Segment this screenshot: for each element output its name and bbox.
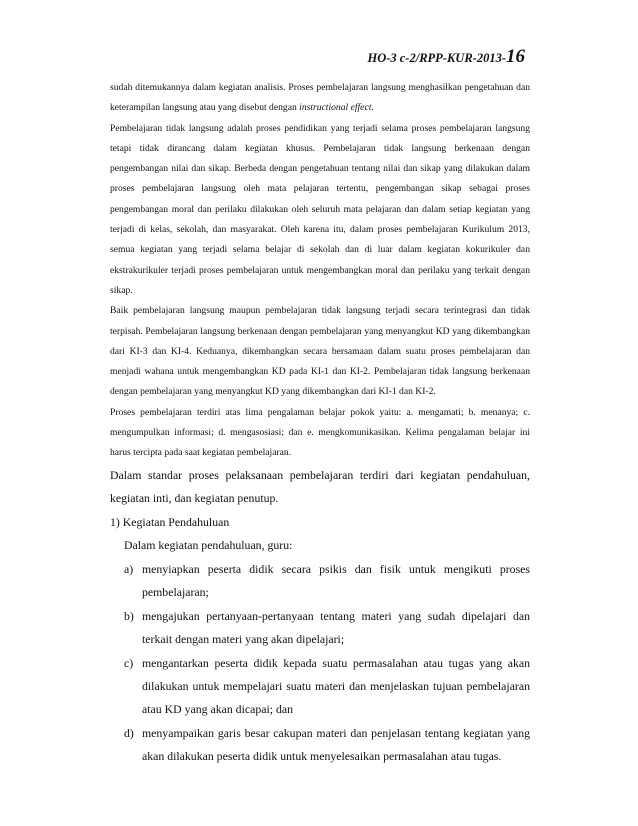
paragraph-integrated-learning: Baik pembelajaran langsung maupun pembelajaran tidak langsung terjadi secara terintegrasi dan tidak terpisah. Pembelajaran langsung berkenaan dengan pembelajaran yang menyangkut KD yang dikembangkan dari KI-3 dan KI-4. Keduanya, dikembangkan secara bersamaan dalam suatu proses pembelajaran dan menjadi wahana untuk mengembangkan KD pada KI-1 dan KI-2. Pembelajaran tidak langsung berkenaan dengan pembelajaran yang menyangkut KD yang dikembangkan dari KI-1 dan KI-2.	[110, 305, 530, 398]
paragraph-learning-experiences: Proses pembelajaran terdiri atas lima pengalaman belajar pokok yaitu: a. mengamati; b. menanya; c. mengumpulkan informasi; d. mengasosiasi; dan e. mengkomunikasikan. Kelima pengalaman belajar ini harus tercipta pada saat kegiatan pembelajaran.	[110, 406, 530, 459]
list-item	[110, 558, 530, 604]
page-content	[110, 78, 530, 769]
list-item-label: c)	[124, 655, 134, 670]
section-intro: Dalam kegiatan pendahuluan, guru:	[124, 537, 293, 552]
paragraph-indirect-learning: Pembelajaran tidak langsung adalah proses pendidikan yang terjadi selama proses pembelajaran langsung tetapi tidak dirancang dalam kegiatan khusus. Pembelajaran tidak langsung berkenaan dengan pengembangan nilai dan sikap. Berbeda dengan pengetahuan tentang nilai dan sikap yang dilakukan dalam proses pembelajaran langsung oleh mata pelajaran tertentu, pengembangan sikap sebagai proses pengembangan moral dan perilaku dilakukan oleh seluruh mata pelajaran dan dalam setiap kegiatan yang terjadi di kelas, sekolah, dan masyarakat. Oleh karena itu, dalam proses pembelajaran Kurikulum 2013, semua kegiatan yang terjadi selama belajar di sekolah dan di luar dalam kegiatan kokurikuler dan ekstrakurikuler terjadi proses pembelajaran untuk mengembangkan moral dan perilaku yang terkait dengan sikap.	[110, 122, 530, 296]
list-item	[110, 652, 530, 721]
instructional-effect-term: instructional effect	[299, 102, 372, 114]
list-item	[110, 722, 530, 768]
list-item-label: a)	[124, 561, 134, 576]
list-item-text: menyampaikan garis besar cakupan materi dan penjelasan tentang kegiatan yang akan dilakukan peserta didik untuk menyelesaikan permasalahan atau tugas.	[142, 725, 530, 763]
paragraph-text: sudah ditemukannya dalam kegiatan analisis. Proses pembelajaran langsung menghasilkan pengetahuan dan keterampilan langsung atau yang disebut dengan	[110, 82, 530, 114]
page-header	[367, 46, 525, 68]
page-number: 16	[506, 46, 525, 67]
section-heading: 1) Kegiatan Pendahuluan	[110, 514, 230, 529]
list-item-label: b)	[124, 608, 134, 623]
list-item-text: menyiapkan peserta didik secara psikis dan fisik untuk mengikuti proses pembelajaran;	[142, 561, 530, 599]
list-item	[110, 605, 530, 651]
list-item-text: mengajukan pertanyaan-pertanyaan tentang materi yang sudah dipelajari dan terkait dengan materi yang akan dipelajari;	[142, 608, 530, 646]
paragraph-direct-learning	[110, 78, 530, 119]
list-item-text: mengantarkan peserta didik kepada suatu permasalahan atau tugas yang akan dilakukan untuk mempelajari suatu materi dan menjelaskan tujuan pembelajaran atau KD yang akan dicapai; dan	[142, 655, 530, 716]
document-code: HO-3 c-2/RPP-KUR-2013-	[367, 51, 506, 65]
paragraph-process-standard: Dalam standar proses pelaksanaan pembelajaran terdiri dari kegiatan pendahuluan, kegiatan inti, dan kegiatan penutup.	[110, 467, 530, 505]
list-item-label: d)	[124, 725, 134, 740]
paragraph-end: .	[371, 102, 374, 114]
